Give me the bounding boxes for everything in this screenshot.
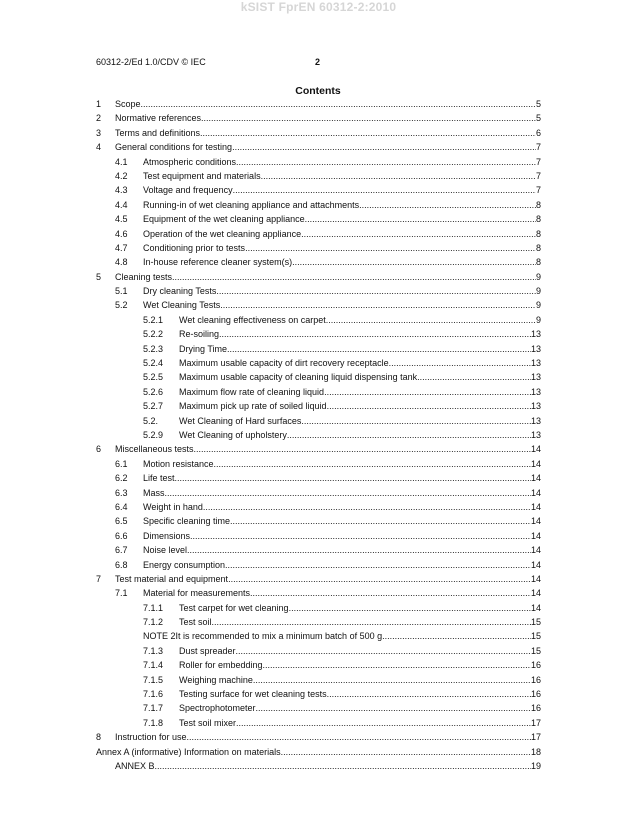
toc-entry-title: Normative references [115,113,202,124]
toc-entry-number: 7.1.7 [143,703,164,714]
toc-entry[interactable] [96,687,541,701]
toc-entry-line [179,601,541,615]
toc-entry-number: 5.2 [115,300,128,311]
toc-entry[interactable] [96,471,541,485]
toc-dot-leader [190,529,531,543]
toc-entry-title: Test soil mixer [179,717,237,728]
toc-entry[interactable] [96,356,541,370]
toc-entry-number: 5.2.4 [143,358,164,369]
toc-entry-page: 16 [530,660,541,671]
toc-entry-title: Atmospheric conditions [143,156,237,167]
toc-dot-leader [200,126,536,140]
toc-entry-page: 9 [535,286,541,297]
toc-entry-title: Annex A (informative) Information on materials [96,746,281,757]
toc-dot-leader [220,298,536,312]
toc-dot-leader [175,471,531,485]
toc-entry-number: 7.1.1 [143,602,164,613]
toc-entry[interactable] [96,298,541,312]
toc-dot-leader [261,169,536,183]
toc-entry-line [179,356,541,370]
toc-entry-number: 8 [96,732,102,743]
toc-entry[interactable] [96,500,541,514]
toc-entry-title: Instruction for use [115,732,187,743]
toc-entry-line [179,313,541,327]
toc-entry-line [179,615,541,629]
toc-entry-title: Life test [143,473,175,484]
toc-dot-leader [203,500,531,514]
toc-entry-title: Re-soiling [179,329,220,340]
toc-entry[interactable] [96,529,541,543]
toc-entry-page: 14 [530,545,541,556]
toc-entry-number: 5.2.3 [143,343,164,354]
toc-entry-line [143,155,541,169]
toc-entry-page: 5 [535,113,541,124]
toc-entry-line [179,370,541,384]
toc-dot-leader [292,255,536,269]
toc-entry-number: 6.2 [115,473,128,484]
toc-entry[interactable] [96,514,541,528]
toc-entry[interactable] [96,442,541,456]
toc-entry-number: 5.2.6 [143,386,164,397]
toc-entry-number: 7.1.2 [143,617,164,628]
toc-entry-title: Testing surface for wet cleaning tests [179,689,327,700]
toc-dot-leader [417,370,531,384]
toc-entry-title: Weight in hand [143,501,203,512]
toc-entry-page: 8 [535,257,541,268]
toc-entry-line [143,514,541,528]
toc-entry-page: 13 [530,358,541,369]
toc-entry[interactable] [96,212,541,226]
toc-dot-leader [165,486,531,500]
toc-entry-number: 5.2.1 [143,314,164,325]
toc-entry-title: Wet Cleaning Tests [143,300,221,311]
toc-entry[interactable] [96,255,541,269]
toc-dot-leader [250,586,531,600]
toc-entry-number: 5.2.9 [143,429,164,440]
toc-entry-line [115,126,541,140]
toc-entry[interactable] [96,126,541,140]
toc-entry-title: Dust spreader [179,645,236,656]
toc-entry-number: 3 [96,127,102,138]
toc-entry[interactable] [96,342,541,356]
toc-entry-number: 1 [96,99,102,109]
toc-entry-line [143,255,541,269]
toc-dot-leader [281,745,531,759]
toc-entry-line [115,97,541,111]
toc-dot-leader [227,342,531,356]
toc-entry[interactable] [96,227,541,241]
toc-entry-page: 14 [530,473,541,484]
toc-entry-page: 19 [530,760,541,771]
toc-dot-leader [230,514,531,528]
toc-entry-line [143,284,541,298]
toc-entry-page: 16 [530,689,541,700]
toc-entry-page: 17 [530,732,541,743]
toc-entry-line [179,716,541,730]
toc-entry[interactable] [96,155,541,169]
toc-entry-line [179,658,541,672]
toc-dot-leader [245,241,536,255]
toc-entry-page: 15 [530,617,541,628]
toc-entry-number: 7 [96,573,102,584]
toc-entry-number: 7.1 [115,588,128,599]
toc-entry-number: 5.1 [115,286,128,297]
toc-entry[interactable] [96,745,541,759]
toc-dot-leader [201,111,536,125]
toc-entry[interactable] [96,183,541,197]
toc-entry-number: 6.3 [115,487,128,498]
toc-entry-title: Test material and equipment [115,573,229,584]
toc-entry[interactable] [96,629,541,643]
toc-entry-page: 9 [535,314,541,325]
toc-entry-title: Maximum flow rate of cleaning liquid [179,386,325,397]
toc-entry[interactable] [96,313,541,327]
toc-entry-title: Spectrophotometer [179,703,256,714]
toc-entry-line [179,399,541,413]
toc-entry-page: 16 [530,674,541,685]
toc-entry-page: 6 [535,127,541,138]
toc-dot-leader [225,558,531,572]
toc-entry-line [115,730,541,744]
toc-entry-page: 7 [535,170,541,181]
toc-entry-line [143,227,541,241]
toc-entry-number: 5.2.2 [143,329,164,340]
toc-entry-title: Wet Cleaning of upholstery [179,429,287,440]
toc-entry-line [143,169,541,183]
toc-entry-title: Maximum pick up rate of soiled liquid [179,401,327,412]
toc-entry-number: 5.2.5 [143,372,164,383]
toc-entry-title: Energy consumption [143,559,226,570]
toc-entry-line [179,428,541,442]
toc-dot-leader [141,97,536,111]
toc-entry-line [115,442,541,456]
toc-entry[interactable] [96,327,541,341]
toc-dot-leader [305,212,536,226]
toc-entry-line [115,572,541,586]
toc-entry-title: In-house reference cleaner system(s) [143,257,293,268]
toc-entry-title: Dry cleaning Tests [143,286,217,297]
toc-entry[interactable] [96,140,541,154]
toc-entry-number: 4.4 [115,199,128,210]
toc-entry-number: 4 [96,142,102,153]
toc-entry-number: 6.1 [115,458,128,469]
toc-entry-line [115,140,541,154]
toc-entry-line [179,644,541,658]
toc-entry-number: 4.7 [115,242,128,253]
toc-entry-title: Running-in of wet cleaning appliance and attachments [143,199,360,210]
toc-entry-number: 6.6 [115,530,128,541]
contents-title: Contents [295,85,341,97]
toc-entry-page: 17 [530,717,541,728]
toc-entry-page: 14 [530,602,541,613]
toc-entry-number: 6 [96,444,102,455]
toc-entry-page: 14 [530,501,541,512]
toc-entry-line [143,586,541,600]
toc-entry-line [143,183,541,197]
toc-entry-line [179,342,541,356]
toc-entry-number: 4.3 [115,185,128,196]
toc-dot-leader [389,356,531,370]
toc-entry[interactable] [96,673,541,687]
toc-entry-line [115,759,541,773]
toc-entry[interactable] [96,284,541,298]
table-of-contents [96,97,541,773]
toc-entry-number: 4.1 [115,156,128,167]
toc-dot-leader [289,601,531,615]
toc-entry-number: 6.8 [115,559,128,570]
toc-entry-title: Wet cleaning effectiveness on carpet [179,314,326,325]
toc-entry-page: 14 [530,588,541,599]
toc-entry[interactable] [96,543,541,557]
toc-entry-line [143,543,541,557]
toc-dot-leader [219,327,531,341]
toc-entry-line [143,529,541,543]
toc-entry-page: 8 [535,242,541,253]
toc-entry-number: 5.2. [143,415,159,426]
toc-entry-line [143,198,541,212]
toc-entry-title: Scope [115,99,141,109]
toc-dot-leader [232,140,536,154]
toc-entry-number: 5 [96,271,102,282]
toc-entry-title: Cleaning tests [115,271,173,282]
toc-entry-number: 7.1.6 [143,689,164,700]
toc-entry-number: 5.2.7 [143,401,164,412]
toc-entry-title: Noise level [143,545,188,556]
toc-dot-leader [187,543,531,557]
toc-dot-leader [216,284,536,298]
toc-entry-line [143,558,541,572]
toc-entry-title: Mass [143,487,165,498]
toc-entry-title: General conditions for testing [115,142,233,153]
toc-entry-title: ANNEX B [115,760,155,771]
toc-entry-line [143,500,541,514]
toc-entry-page: 15 [530,631,541,642]
toc-entry[interactable] [96,486,541,500]
toc-entry-number: 7.1.8 [143,717,164,728]
toc-entry-title: Dimensions [143,530,191,541]
toc-entry-number: 6.5 [115,516,128,527]
toc-dot-leader [327,687,531,701]
toc-entry-title: Specific cleaning time [143,516,231,527]
toc-entry-page: 7 [535,185,541,196]
toc-entry-page: 14 [530,530,541,541]
toc-entry-number: 2 [96,113,102,124]
toc-entry-line [143,457,541,471]
toc-dot-leader [385,629,531,643]
toc-entry-line [143,212,541,226]
toc-entry-title: Conditioning prior to tests [143,242,246,253]
page-header [96,56,540,68]
toc-entry-line [96,745,541,759]
toc-entry-line [115,111,541,125]
toc-entry[interactable] [96,644,541,658]
toc-entry-line [143,629,541,643]
toc-entry-title: Drying Time [179,343,228,354]
toc-entry-line [115,270,541,284]
toc-dot-leader [301,227,536,241]
toc-entry-title: Miscellaneous tests [115,444,194,455]
toc-entry[interactable] [96,701,541,715]
toc-entry-page: 13 [530,329,541,340]
toc-entry-line [143,486,541,500]
toc-dot-leader [324,385,531,399]
toc-entry-page: 8 [535,228,541,239]
toc-entry-title: Maximum usable capacity of dirt recovery receptacle [179,358,389,369]
toc-entry[interactable] [96,586,541,600]
toc-entry-page: 13 [530,401,541,412]
watermark: kSIST FprEN 60312-2:2010 [240,0,397,14]
toc-entry[interactable] [96,658,541,672]
toc-entry[interactable] [96,615,541,629]
toc-entry-line [179,327,541,341]
toc-entry-page: 7 [535,156,541,167]
toc-entry-line [179,414,541,428]
toc-entry-page: 15 [530,645,541,656]
toc-entry-page: 13 [530,386,541,397]
toc-entry-number: 4.8 [115,257,128,268]
toc-entry-title: Test equipment and materials [143,170,261,181]
toc-entry-page: 14 [530,516,541,527]
toc-entry-title: Terms and definitions [115,127,201,138]
toc-entry-page: 7 [535,142,541,153]
toc-entry-number: 4.6 [115,228,128,239]
toc-entry-title: Motion resistance [143,458,214,469]
toc-entry-page: 13 [530,343,541,354]
toc-dot-leader [172,270,536,284]
toc-entry-page: 14 [530,444,541,455]
toc-entry-title: Operation of the wet cleaning appliance [143,228,302,239]
toc-dot-leader [228,572,531,586]
toc-entry-line [143,471,541,485]
toc-entry[interactable] [96,558,541,572]
toc-entry-number: 6.4 [115,501,128,512]
toc-entry[interactable] [96,716,541,730]
toc-dot-leader [301,414,531,428]
toc-entry-number: 4.5 [115,214,128,225]
page-number: 2 [315,57,321,67]
toc-entry-page: 5 [535,99,541,109]
toc-dot-leader [236,716,531,730]
toc-entry-page: 18 [530,746,541,757]
toc-entry-line [143,241,541,255]
toc-entry-line [179,385,541,399]
toc-entry-line [143,298,541,312]
toc-entry[interactable] [96,97,541,111]
toc-dot-leader [327,399,531,413]
toc-entry[interactable] [96,385,541,399]
toc-dot-leader [233,183,536,197]
toc-entry-page: 16 [530,703,541,714]
toc-entry[interactable] [96,241,541,255]
toc-entry-page: 14 [530,559,541,570]
toc-dot-leader [236,155,536,169]
toc-dot-leader [155,759,531,773]
toc-entry-page: 8 [535,199,541,210]
toc-dot-leader [359,198,536,212]
toc-entry-title: Wet Cleaning of Hard surfaces [179,415,302,426]
toc-entry-title: Maximum usable capacity of cleaning liquid dispensing tank [179,372,418,383]
toc-entry-title: Test carpet for wet cleaning [179,602,289,613]
toc-entry-page: 13 [530,429,541,440]
toc-dot-leader [194,442,531,456]
toc-entry-page: 14 [530,487,541,498]
toc-entry[interactable] [96,601,541,615]
toc-entry-page: 14 [530,573,541,584]
toc-entry-line [179,687,541,701]
toc-entry-number: 7.1.5 [143,674,164,685]
toc-entry[interactable] [96,572,541,586]
toc-entry[interactable] [96,198,541,212]
toc-entry[interactable] [96,428,541,442]
toc-entry-title: Material for measurements [143,588,251,599]
toc-entry-title: Weighing machine [179,674,253,685]
toc-entry-number: 4.2 [115,170,128,181]
toc-entry-page: 13 [530,415,541,426]
toc-entry-title: Test soil [179,617,212,628]
toc-dot-leader [187,730,531,744]
toc-entry-title: NOTE 2It is recommended to mix a minimum batch of 500 g. [143,631,385,642]
toc-dot-leader [236,644,531,658]
toc-entry-page: 8 [535,214,541,225]
toc-entry-line [179,673,541,687]
toc-entry[interactable] [96,457,541,471]
toc-entry-page: 9 [535,300,541,311]
toc-entry-number: 7.1.4 [143,660,164,671]
toc-dot-leader [326,313,536,327]
toc-dot-leader [263,658,531,672]
toc-entry[interactable] [96,270,541,284]
toc-dot-leader [253,673,531,687]
toc-entry-page: 9 [535,271,541,282]
toc-dot-leader [214,457,531,471]
toc-entry[interactable] [96,730,541,744]
toc-entry-title: Equipment of the wet cleaning appliance [143,214,305,225]
toc-dot-leader [212,615,531,629]
toc-entry[interactable] [96,111,541,125]
toc-entry-number: 7.1.3 [143,645,164,656]
toc-entry-page: 14 [530,458,541,469]
toc-entry[interactable] [96,370,541,384]
toc-entry[interactable] [96,169,541,183]
toc-entry-line [179,701,541,715]
toc-entry[interactable] [96,414,541,428]
toc-entry[interactable] [96,399,541,413]
toc-entry[interactable] [96,759,541,773]
document-reference: 60312-2/Ed 1.0/CDV © IEC [96,57,206,67]
toc-entry-number: 6.7 [115,545,128,556]
toc-dot-leader [256,701,531,715]
toc-entry-page: 13 [530,372,541,383]
toc-entry-title: Voltage and frequency [143,185,233,196]
toc-dot-leader [287,428,531,442]
toc-entry-title: Roller for embedding [179,660,263,671]
